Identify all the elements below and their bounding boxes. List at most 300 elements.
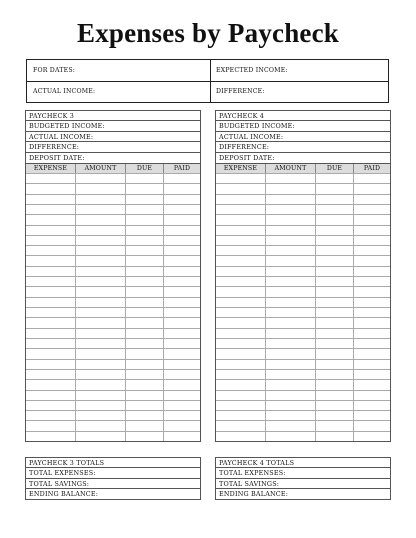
table-cell [354,246,390,255]
table-cell [164,329,200,338]
table-cell [164,205,200,214]
table-cell [76,195,126,204]
summary-divider-horizontal [27,81,388,82]
table-cell [354,370,390,379]
table-cell [316,308,354,317]
table-cell [164,360,200,369]
table-cell [126,205,164,214]
table-row [216,431,390,441]
table-cell [354,432,390,441]
table-row [216,204,390,214]
table-cell [316,411,354,420]
table-cell [76,339,126,348]
table-cell [266,318,316,327]
table-cell [316,195,354,204]
table-cell [316,277,354,286]
table-cell [126,370,164,379]
table-cell [354,421,390,430]
table-row [216,286,390,296]
table-cell [316,226,354,235]
paycheck-4-total-savings: TOTAL SAVINGS: [215,479,391,490]
table-cell [126,421,164,430]
table-row [26,338,200,348]
table-cell [26,174,76,183]
table-cell [26,298,76,307]
table-cell [26,370,76,379]
paycheck-4-total-expenses: TOTAL EXPENSES: [215,468,391,479]
table-cell [266,184,316,193]
paycheck-4-ending-balance: ENDING BALANCE: [215,489,391,500]
table-cell [126,391,164,400]
table-cell [126,298,164,307]
table-cell [266,308,316,317]
paycheck-4-totals [215,457,391,500]
table-cell [216,360,266,369]
table-row [216,400,390,410]
table-cell [76,205,126,214]
table-cell [164,267,200,276]
paycheck-4-actual-income: ACTUAL INCOME: [215,132,391,143]
table-row [216,348,390,358]
column-amount: AMOUNT [76,164,126,173]
table-row [216,307,390,317]
table-row [26,276,200,286]
table-cell [354,215,390,224]
table-cell [216,308,266,317]
table-cell [266,277,316,286]
expected-income-label: EXPECTED INCOME: [216,67,288,74]
table-cell [216,298,266,307]
table-cell [164,195,200,204]
table-cell [76,318,126,327]
table-row [216,183,390,193]
table-cell [76,308,126,317]
table-cell [164,298,200,307]
table-row [216,214,390,224]
table-cell [126,256,164,265]
table-cell [216,411,266,420]
table-cell [354,360,390,369]
table-cell [354,226,390,235]
table-cell [216,391,266,400]
table-cell [316,391,354,400]
column-due: DUE [316,164,354,173]
table-cell [164,174,200,183]
table-cell [316,287,354,296]
table-cell [316,370,354,379]
table-cell [316,174,354,183]
table-cell [164,339,200,348]
table-cell [26,411,76,420]
table-row [26,420,200,430]
table-cell [216,256,266,265]
table-cell [126,236,164,245]
table-row [216,317,390,327]
table-cell [266,411,316,420]
paycheck-4-panel [215,110,391,442]
table-row [26,379,200,389]
table-cell [266,298,316,307]
table-row [216,390,390,400]
table-row [26,204,200,214]
table-cell [126,277,164,286]
table-cell [266,370,316,379]
table-row [26,245,200,255]
table-cell [316,349,354,358]
table-cell [76,256,126,265]
table-cell [316,421,354,430]
table-cell [266,421,316,430]
table-cell [266,349,316,358]
column-expense: EXPENSE [26,164,76,173]
table-cell [26,205,76,214]
paycheck-3-totals [25,457,201,500]
table-cell [76,246,126,255]
table-cell [354,391,390,400]
table-cell [266,246,316,255]
table-cell [216,432,266,441]
table-cell [216,205,266,214]
table-cell [266,256,316,265]
table-cell [354,174,390,183]
table-cell [354,308,390,317]
table-cell [316,246,354,255]
table-cell [316,360,354,369]
table-row [216,235,390,245]
table-cell [26,391,76,400]
paycheck-3-totals-heading: PAYCHECK 3 TOTALS [25,457,201,468]
table-cell [76,432,126,441]
table-cell [354,349,390,358]
table-cell [26,339,76,348]
table-cell [216,380,266,389]
table-cell [126,339,164,348]
table-row [216,194,390,204]
table-cell [316,339,354,348]
table-cell [26,277,76,286]
table-cell [164,256,200,265]
table-cell [354,287,390,296]
table-cell [126,174,164,183]
table-cell [26,215,76,224]
table-cell [26,287,76,296]
table-cell [26,349,76,358]
table-cell [76,411,126,420]
column-amount: AMOUNT [266,164,316,173]
table-row [26,194,200,204]
table-cell [354,380,390,389]
table-cell [126,432,164,441]
table-cell [164,401,200,410]
table-cell [164,287,200,296]
table-row [26,173,200,183]
table-cell [354,329,390,338]
table-cell [316,256,354,265]
table-cell [354,339,390,348]
difference-label: DIFFERENCE: [216,88,265,95]
table-cell [216,215,266,224]
table-cell [354,236,390,245]
paycheck-4-deposit-date: DEPOSIT DATE: [215,153,391,164]
table-cell [76,391,126,400]
table-cell [126,401,164,410]
paycheck-3-total-expenses: TOTAL EXPENSES: [25,468,201,479]
table-cell [266,401,316,410]
table-cell [164,215,200,224]
table-cell [266,215,316,224]
table-row [26,410,200,420]
table-cell [26,308,76,317]
table-cell [216,349,266,358]
paycheck-4-expense-table [215,164,391,442]
table-cell [266,205,316,214]
paycheck-3-difference: DIFFERENCE: [25,142,201,153]
table-row [216,359,390,369]
table-cell [126,360,164,369]
paycheck-3-deposit-date: DEPOSIT DATE: [25,153,201,164]
table-cell [76,370,126,379]
table-cell [26,267,76,276]
table-cell [316,267,354,276]
table-cell [354,256,390,265]
summary-box [26,59,389,103]
table-cell [316,236,354,245]
paycheck-3-total-savings: TOTAL SAVINGS: [25,479,201,490]
table-row [216,255,390,265]
table-row [216,338,390,348]
table-cell [126,349,164,358]
table-cell [216,174,266,183]
table-cell [26,236,76,245]
table-cell [216,184,266,193]
table-cell [76,349,126,358]
table-cell [266,391,316,400]
paycheck-3-ending-balance: ENDING BALANCE: [25,489,201,500]
table-cell [26,246,76,255]
table-cell [316,401,354,410]
table-cell [76,277,126,286]
table-cell [76,174,126,183]
table-cell [164,318,200,327]
table-cell [126,287,164,296]
table-cell [126,215,164,224]
expense-table-header [26,164,200,173]
table-cell [266,339,316,348]
table-row [216,173,390,183]
table-cell [26,380,76,389]
table-row [216,420,390,430]
column-paid: PAID [173,164,191,172]
table-cell [164,236,200,245]
table-cell [76,298,126,307]
table-cell [164,184,200,193]
table-cell [76,360,126,369]
table-cell [164,380,200,389]
table-cell [216,287,266,296]
table-cell [26,432,76,441]
paycheck-4-totals-heading: PAYCHECK 4 TOTALS [215,457,391,468]
table-cell [316,298,354,307]
table-row [26,369,200,379]
paycheck-3-heading: PAYCHECK 3 [25,110,201,121]
table-cell [316,184,354,193]
table-row [216,379,390,389]
table-cell [26,401,76,410]
table-row [26,307,200,317]
for-dates-label: FOR DATES: [33,67,76,74]
table-cell [164,349,200,358]
table-cell [266,174,316,183]
paycheck-3-panel [25,110,201,442]
table-cell [76,401,126,410]
table-cell [216,267,266,276]
table-cell [76,287,126,296]
table-cell [164,391,200,400]
table-cell [126,184,164,193]
table-cell [164,226,200,235]
table-cell [354,401,390,410]
table-cell [266,380,316,389]
column-expense: EXPENSE [216,164,266,173]
paycheck-4-heading: PAYCHECK 4 [215,110,391,121]
table-row [216,276,390,286]
table-cell [164,308,200,317]
table-row [216,245,390,255]
expense-rows [216,173,390,441]
actual-income-label: ACTUAL INCOME: [33,88,96,95]
table-cell [354,277,390,286]
table-cell [216,318,266,327]
table-cell [266,195,316,204]
table-cell [76,380,126,389]
table-cell [316,215,354,224]
table-cell [126,267,164,276]
table-cell [26,318,76,327]
table-row [26,390,200,400]
table-cell [26,184,76,193]
table-cell [164,277,200,286]
table-cell [126,329,164,338]
table-cell [164,432,200,441]
table-row [26,359,200,369]
table-cell [354,318,390,327]
table-row [216,369,390,379]
table-cell [354,184,390,193]
table-cell [26,195,76,204]
table-row [26,183,200,193]
table-row [216,297,390,307]
table-row [216,328,390,338]
table-row [26,297,200,307]
table-cell [76,226,126,235]
table-row [26,286,200,296]
table-cell [76,236,126,245]
expense-table-header [216,164,390,173]
table-cell [266,267,316,276]
paycheck-3-budgeted-income: BUDGETED INCOME: [25,121,201,132]
table-cell [126,246,164,255]
expense-rows [26,173,200,441]
table-cell [76,329,126,338]
table-cell [164,370,200,379]
table-cell [316,205,354,214]
table-cell [354,267,390,276]
table-cell [316,380,354,389]
table-cell [216,246,266,255]
table-cell [126,226,164,235]
table-row [26,431,200,441]
column-paid: PAID [363,164,381,172]
table-cell [216,401,266,410]
table-cell [266,236,316,245]
table-row [26,328,200,338]
column-due: DUE [126,164,164,173]
table-cell [76,215,126,224]
table-cell [266,287,316,296]
table-cell [354,298,390,307]
table-cell [26,329,76,338]
table-row [26,214,200,224]
table-cell [216,277,266,286]
table-cell [316,329,354,338]
table-cell [164,421,200,430]
table-cell [26,256,76,265]
paycheck-3-expense-table [25,164,201,442]
table-cell [126,380,164,389]
table-cell [26,226,76,235]
table-cell [126,195,164,204]
table-cell [266,432,316,441]
table-cell [76,421,126,430]
table-cell [216,195,266,204]
table-cell [266,226,316,235]
table-cell [126,308,164,317]
table-cell [266,360,316,369]
table-cell [216,226,266,235]
table-cell [316,432,354,441]
table-cell [354,195,390,204]
table-cell [26,421,76,430]
table-cell [354,411,390,420]
table-row [26,348,200,358]
table-cell [316,318,354,327]
table-cell [216,329,266,338]
table-cell [216,236,266,245]
table-cell [126,318,164,327]
table-cell [126,411,164,420]
paycheck-4-budgeted-income: BUDGETED INCOME: [215,121,391,132]
table-cell [216,370,266,379]
paycheck-4-difference: DIFFERENCE: [215,142,391,153]
table-row [26,225,200,235]
table-cell [76,267,126,276]
table-row [26,317,200,327]
table-cell [76,184,126,193]
page-title: Expenses by Paycheck [76,18,340,48]
table-cell [164,246,200,255]
table-cell [354,205,390,214]
table-row [216,410,390,420]
table-cell [216,339,266,348]
table-row [26,255,200,265]
paycheck-3-actual-income: ACTUAL INCOME: [25,132,201,143]
table-row [26,235,200,245]
table-cell [266,329,316,338]
table-cell [216,421,266,430]
table-row [216,266,390,276]
table-row [26,400,200,410]
table-cell [26,360,76,369]
